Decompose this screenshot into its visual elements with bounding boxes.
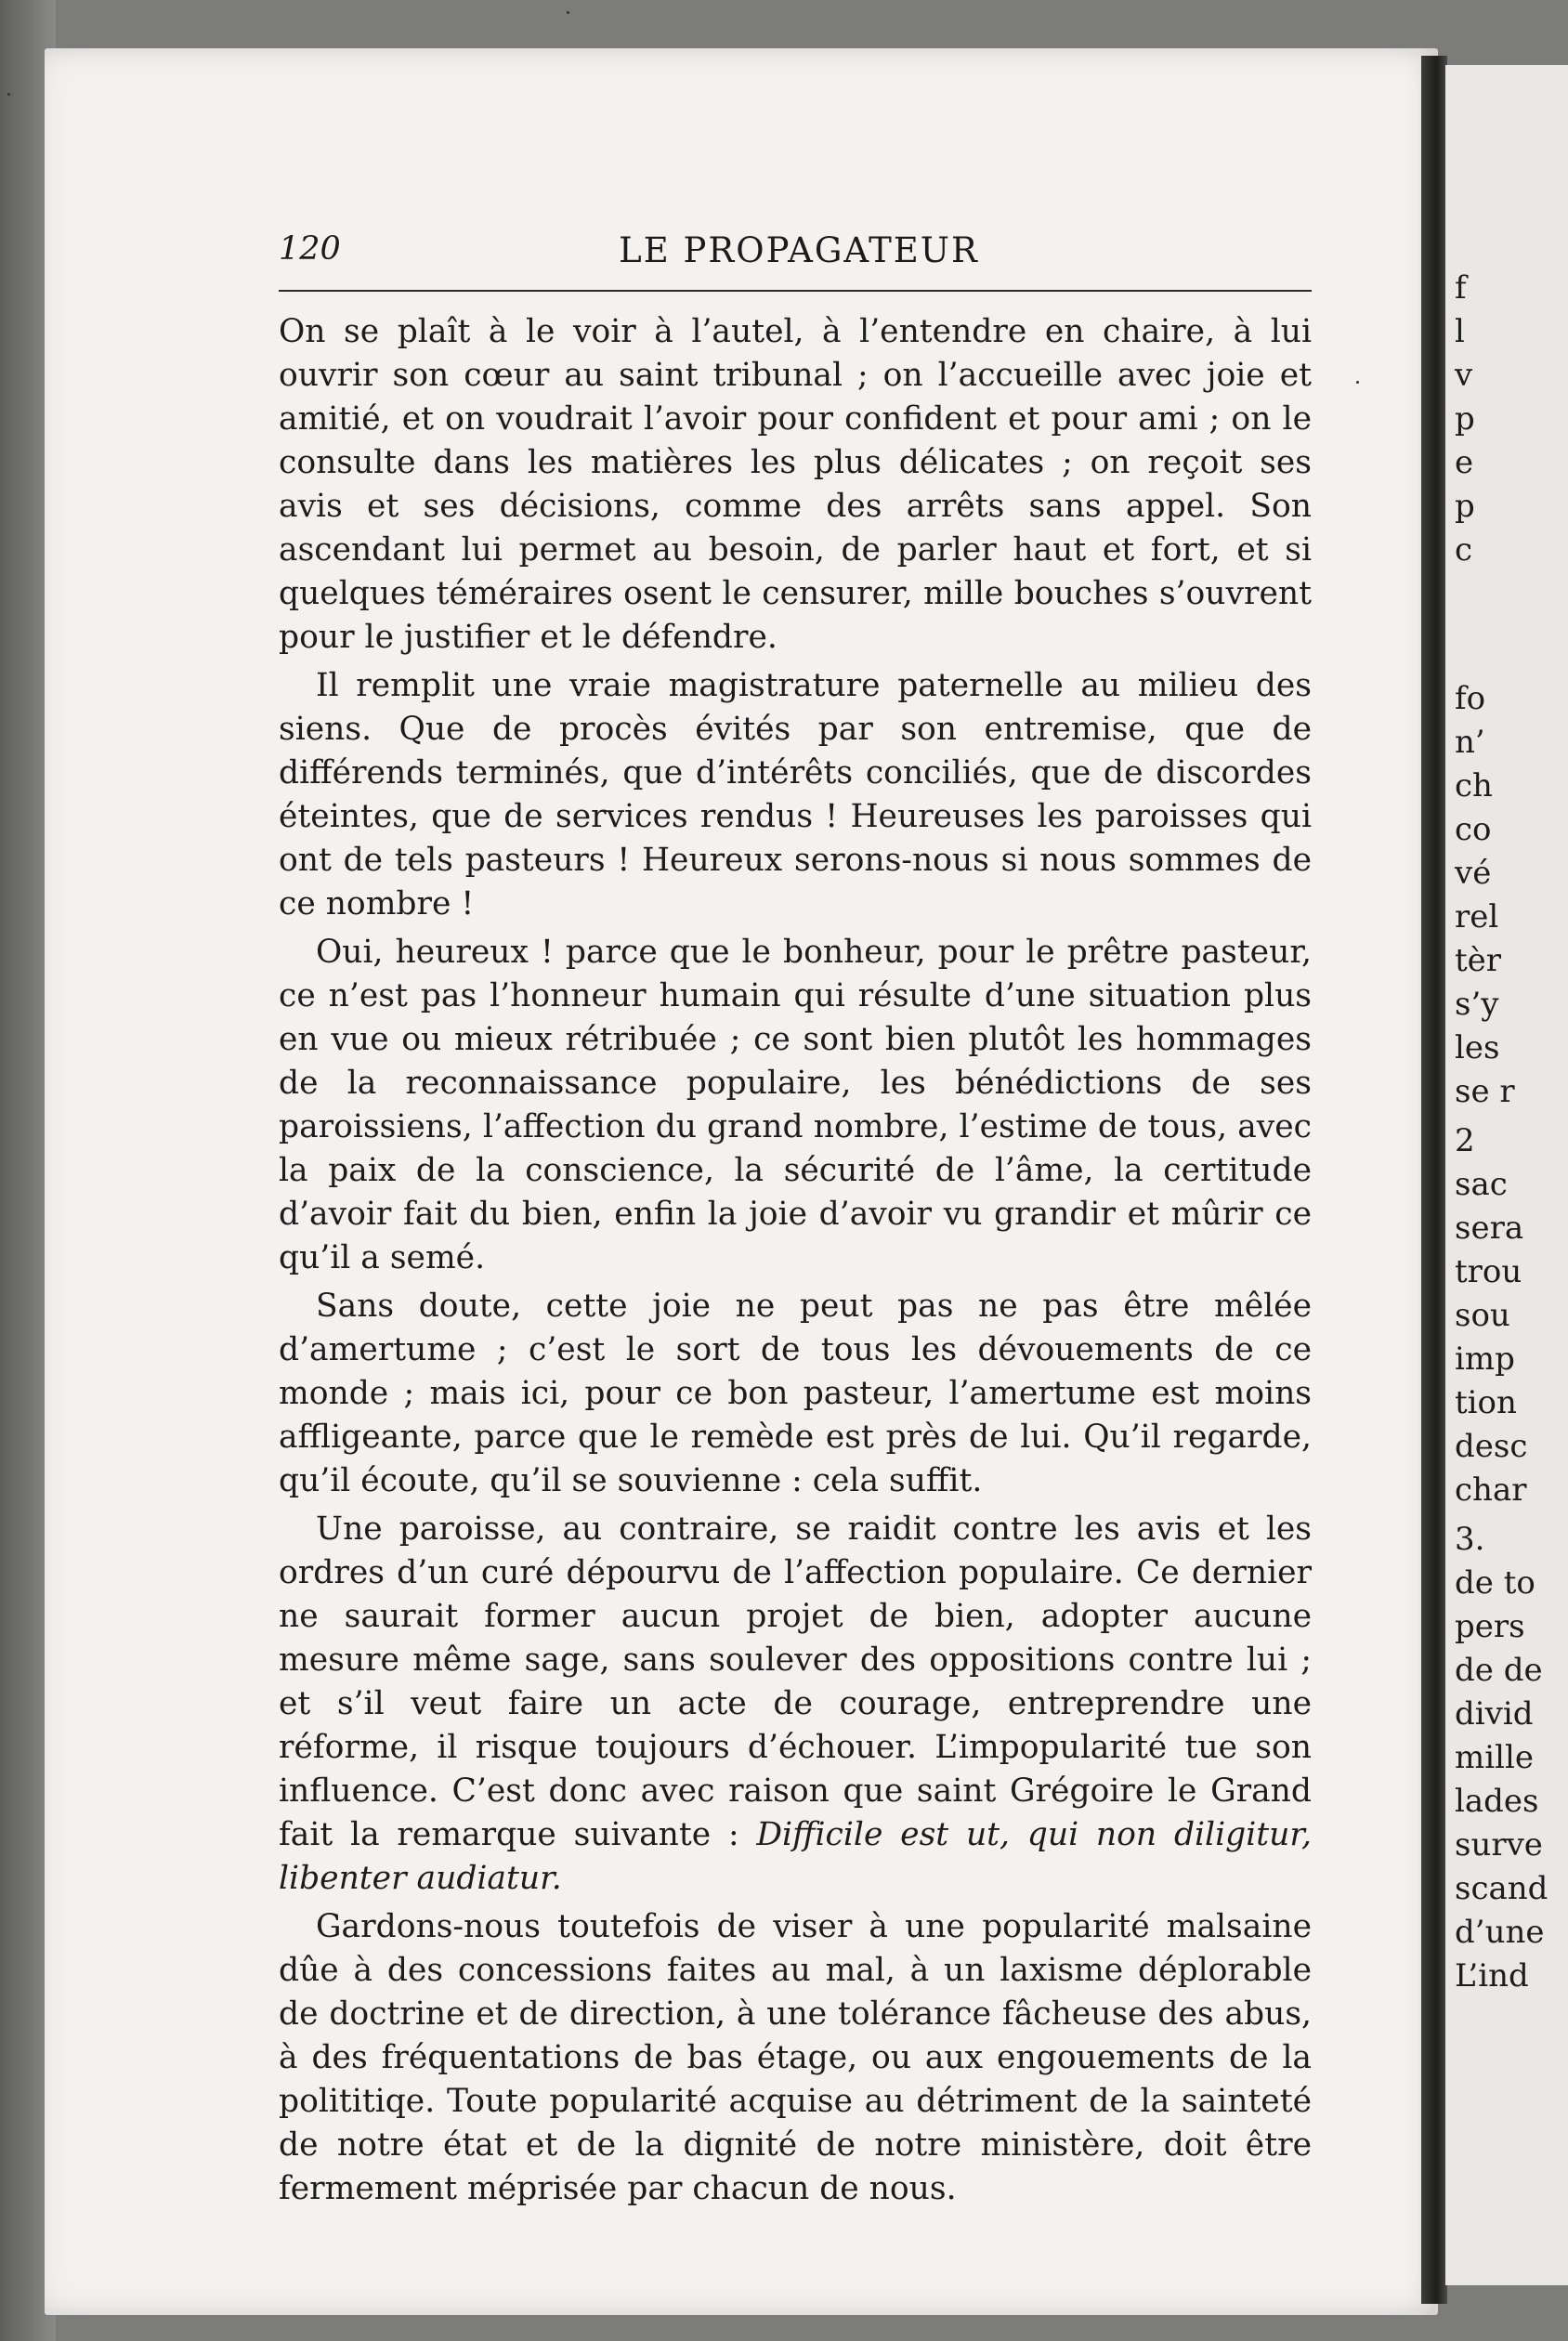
paragraph: Oui, heureux ! parce que le bonheur, pour le prêtre pasteur, ce n’est pas l’honneur humain qui résulte d’une situation plus en vue ou mieux rétribuée ; ce sont bien plutôt les hommages de la reconnaissance populaire, les bénédictions de ses paroissiens, l’affection du grand nombre, l’estime de tous, avec la paix de la conscience, la sécurité de l’âme, la certitude d’avoir fait du bien, enfin la joie d’avoir vu grandir et mûrir ce qu’il a semé.: [279, 934, 1312, 1276]
right-page-fragment: e: [1455, 444, 1474, 481]
right-page-fragment: ch: [1455, 767, 1493, 804]
right-page-fragment: p: [1455, 488, 1475, 525]
right-page-fragment: scand: [1455, 1870, 1548, 1907]
right-page-fragment: trou: [1455, 1253, 1522, 1290]
paragraph: [279, 1508, 1312, 1901]
right-page-fragment: l: [1455, 313, 1465, 350]
right-page-fragment: fo: [1455, 680, 1486, 717]
right-page-fragment: c: [1455, 531, 1473, 569]
right-page-fragment: n’: [1455, 724, 1485, 761]
paragraph-text: Une paroisse, au contraire, se raidit contre les avis et les ordres d’un curé dépourvu de l’affection populaire. Ce dernier ne saurait former aucun projet de bien, adopter aucune mesure même sage, sans soulever des oppositions contre lui ; et s’il veut faire un acte de courage, entreprendre une réforme, il risque toujours d’échouer. L’impopularité tue son influence. C’est donc avec raison que saint Grégoire le Grand fait la remarque suivante :: [279, 1511, 1312, 1853]
right-page-fragment: s’y: [1455, 986, 1499, 1023]
right-page-fragment: p: [1455, 400, 1475, 438]
right-page-fragment: desc: [1455, 1428, 1528, 1465]
paragraph: Gardons-nous toutefois de viser à une popularité malsaine dûe à des concessions faites au mal, à un laxisme déplorable de doctrine et de direction, à une tolérance fâcheuse des abus, à des fréquentations de bas étage, ou aux engouements de la polititiqe. Toute popularité acquise au détriment de la sainteté de notre état et de la dignité de notre ministère, doit être fermement méprisée par chacun de nous.: [279, 1908, 1312, 2207]
right-page-fragment: vé: [1455, 855, 1492, 892]
right-page-fragment: mille: [1455, 1739, 1534, 1776]
header-rule: [279, 290, 1312, 292]
paragraph: Il remplit une vraie magistrature paternelle au milieu des siens. Que de procès évités par son entremise, que de différends terminés, que d’intérêts conciliés, que de discordes éteintes, que de services rendus ! Heureuses les paroisses qui ont de tels pasteurs ! Heureux serons-nous si nous sommes de ce nombre !: [279, 667, 1312, 922]
right-page-fragment: 3.: [1455, 1521, 1485, 1558]
right-page-fragment: imp: [1455, 1341, 1515, 1378]
paragraph: On se plaît à le voir à l’autel, à l’entendre en chaire, à lui ouvrir son cœur au saint tribunal ; on l’accueille avec joie et amitié, et on voudrait l’avoir pour confident et pour ami ; on le consulte dans les matières les plus délicates ; on reçoit ses avis et ses décisions, comme des arrêts sans appel. Son ascendant lui permet au besoin, de parler haut et fort, et si quelques téméraires osent le censurer, mille bouches s’ouvrent pour le justifier et le défendre.: [279, 313, 1312, 656]
right-page-fragment: d’une: [1455, 1914, 1545, 1951]
right-page-fragment: f: [1455, 269, 1467, 307]
right-page-fragment: tèr: [1455, 942, 1502, 979]
right-page: [1445, 65, 1568, 2285]
book-gutter: [1421, 56, 1447, 2304]
page-header: [279, 230, 1319, 282]
right-page-fragment: L’ind: [1455, 1957, 1529, 1994]
latin-quote: Difficile est ut, qui non diligitur, libenter audiatur.: [279, 1816, 1312, 1897]
right-page-fragment: de to: [1455, 1564, 1535, 1602]
right-page-fragment: les: [1455, 1029, 1500, 1066]
right-page-fragment: pers: [1455, 1608, 1525, 1645]
right-page-fragment: v: [1455, 357, 1473, 394]
right-page-fragment: rel: [1455, 898, 1499, 935]
dust-speck: [567, 11, 569, 14]
dust-speck: [1356, 381, 1359, 384]
right-page-fragment: se r: [1455, 1073, 1515, 1110]
right-page-fragment: surve: [1455, 1826, 1543, 1864]
right-page-fragment: sera: [1455, 1210, 1524, 1247]
right-page-fragment: de de: [1455, 1652, 1543, 1689]
dust-speck: [7, 93, 10, 96]
right-page-fragment: co: [1455, 811, 1492, 848]
right-page-fragment: divid: [1455, 1695, 1534, 1733]
right-page-fragment: lades: [1455, 1783, 1539, 1820]
right-page-fragment: 2: [1455, 1122, 1475, 1159]
page-number: 120: [279, 230, 341, 268]
paragraph: Sans doute, cette joie ne peut pas ne pas être mêlée d’amertume ; c’est le sort de tous les dévouements de ce monde ; mais ici, pour ce bon pasteur, l’amertume est moins affligeante, parce que le remède est près de lui. Qu’il regarde, qu’il écoute, qu’il se souvienne : cela suffit.: [279, 1288, 1312, 1499]
right-page-fragment: sac: [1455, 1166, 1508, 1203]
body-text: [279, 310, 1312, 2216]
right-page-fragment: tion: [1455, 1384, 1517, 1421]
right-page-fragment: sou: [1455, 1297, 1510, 1334]
right-page-fragment: char: [1455, 1471, 1527, 1509]
running-title: LE PROPAGATEUR: [619, 230, 979, 270]
